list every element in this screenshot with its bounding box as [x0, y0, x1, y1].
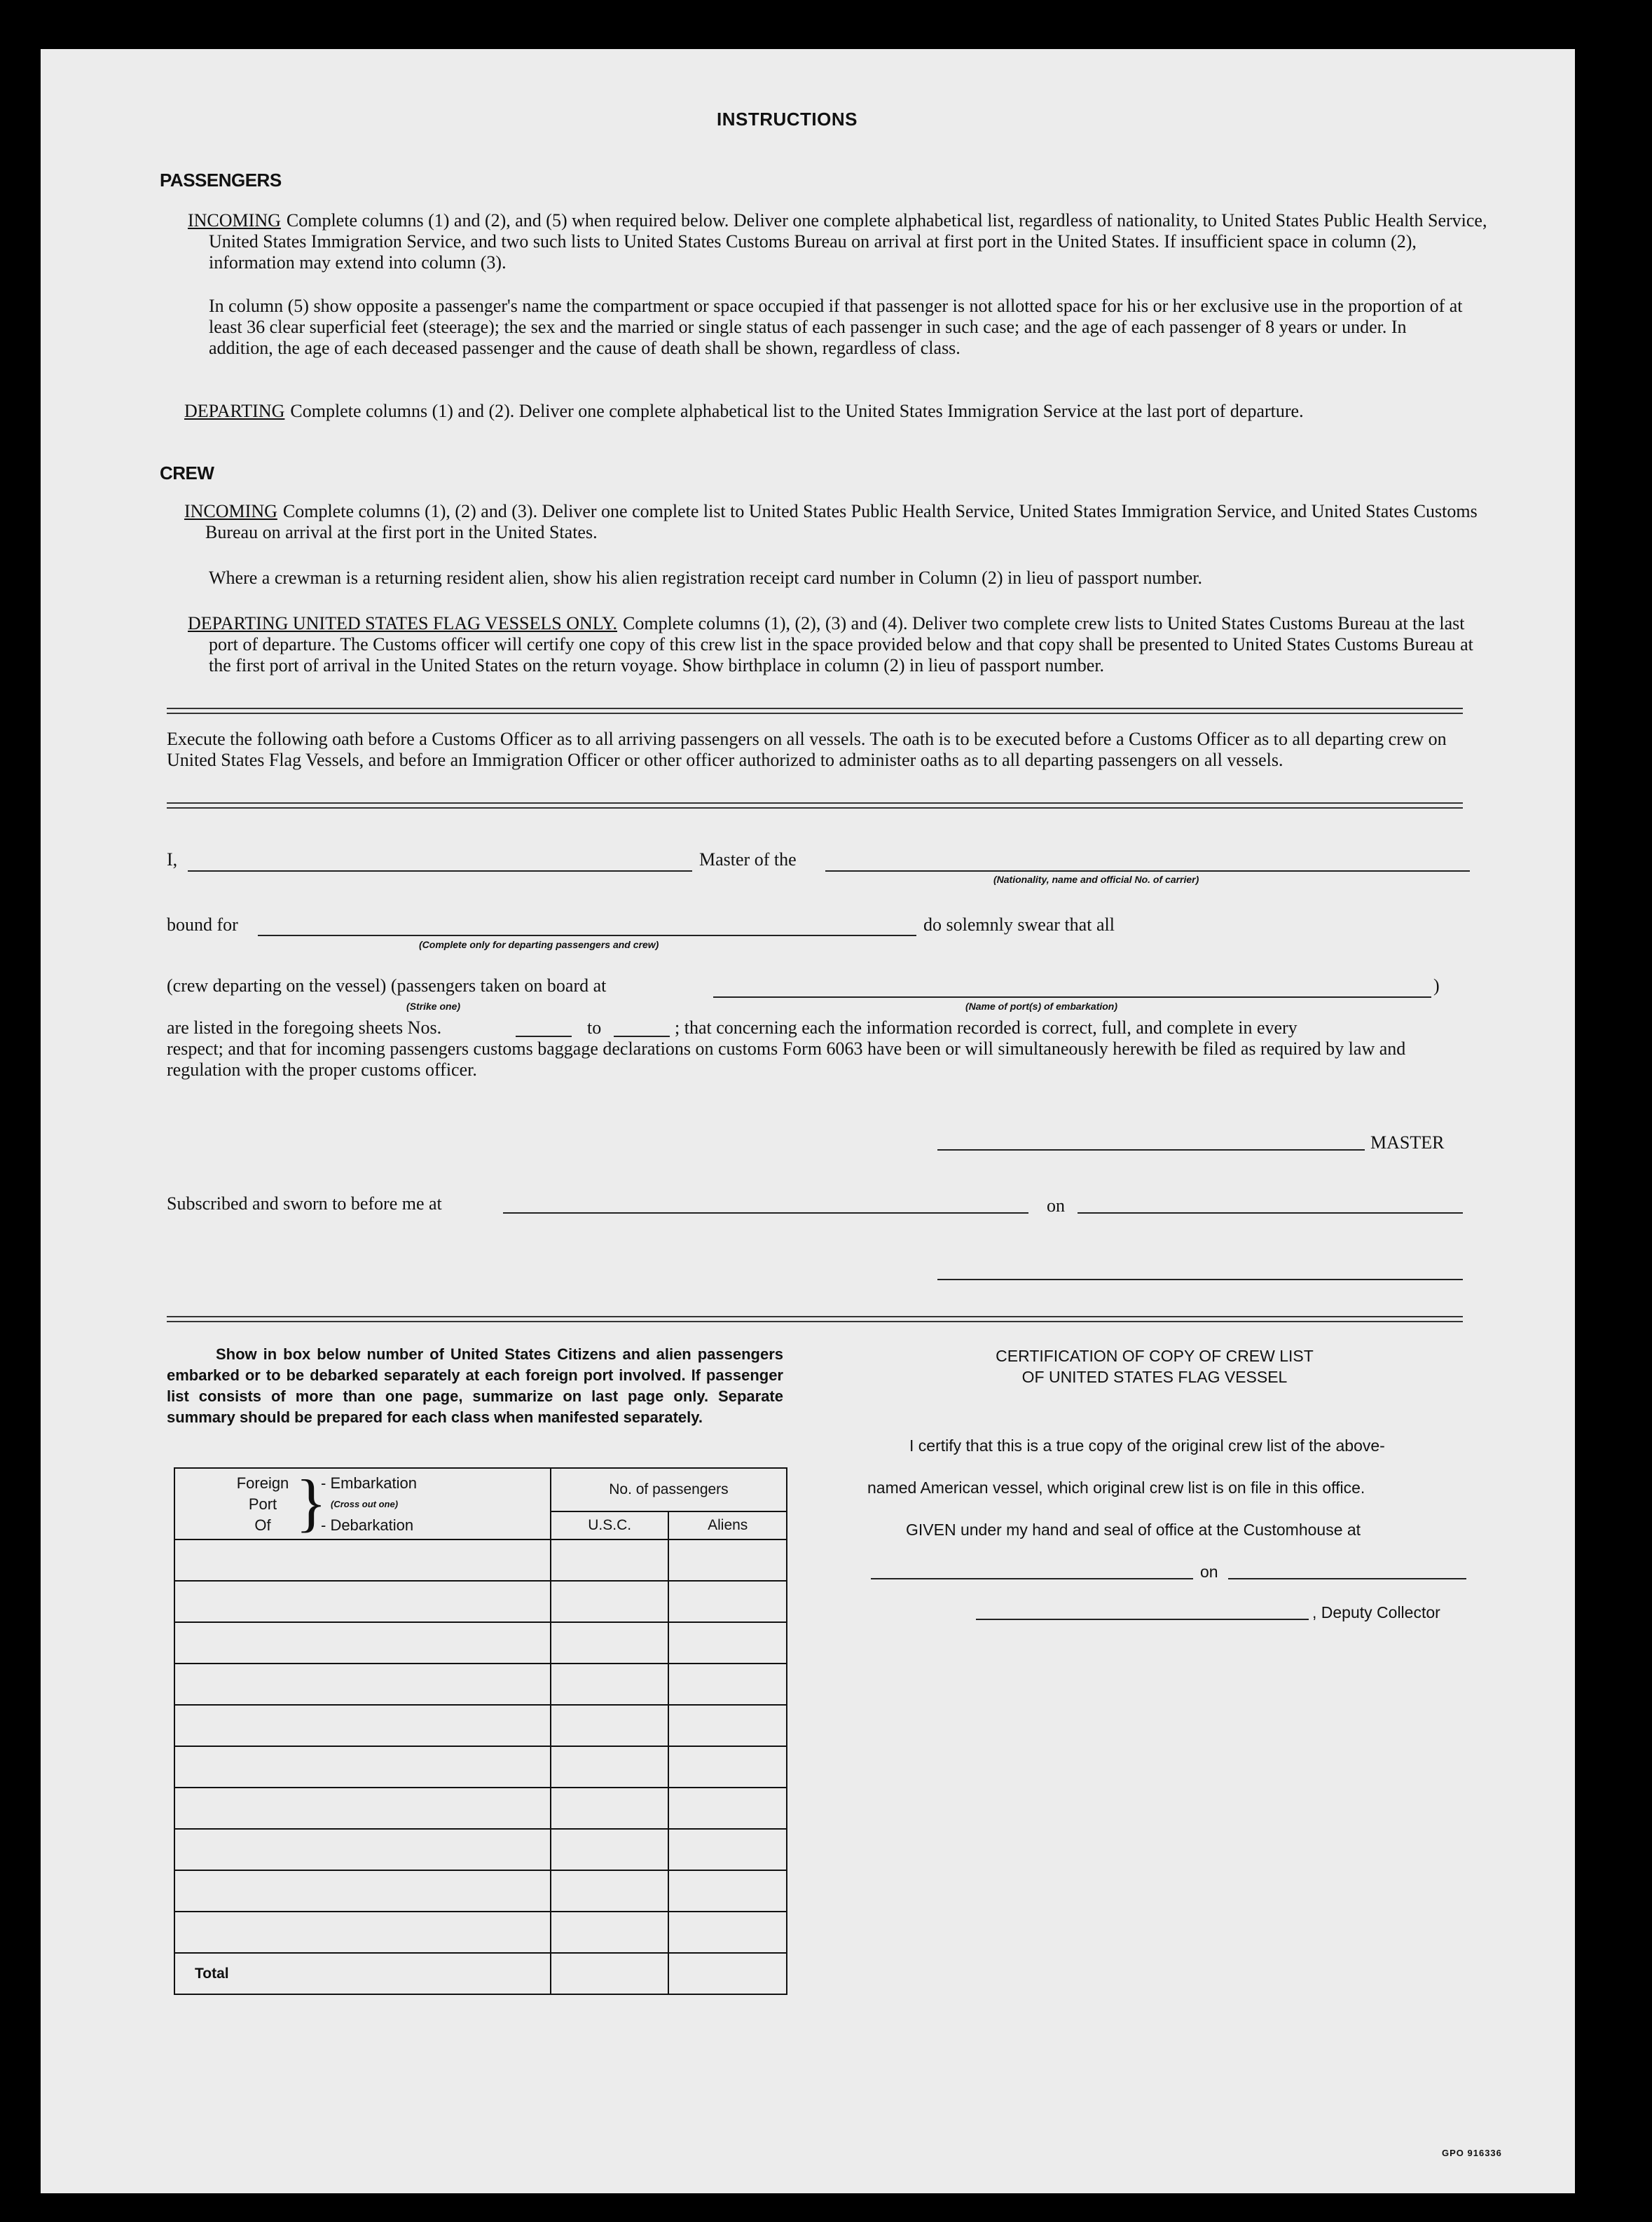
port-cell[interactable]: [174, 1622, 551, 1664]
bound-for-label: bound for: [167, 914, 238, 935]
port-cell[interactable]: [174, 1664, 551, 1705]
listed-to: to: [587, 1017, 602, 1038]
certify-line2: named American vessel, which original crew list is on file in this office.: [867, 1479, 1365, 1497]
usc-cell[interactable]: [551, 1705, 669, 1746]
table-row: [174, 1829, 787, 1870]
brace-symbol: }: [296, 1467, 327, 1538]
master-signature-field[interactable]: [937, 1149, 1365, 1151]
officer-signature-field[interactable]: [937, 1279, 1463, 1280]
gpo-code: GPO 916336: [1442, 2148, 1502, 2158]
given-line: GIVEN under my hand and seal of office at the Customhouse at: [906, 1521, 1361, 1539]
sworn-location-field[interactable]: [503, 1212, 1028, 1214]
passengers-incoming-paragraph: [188, 210, 1491, 273]
usc-cell[interactable]: [551, 1746, 669, 1788]
crew-departing-paragraph: [188, 613, 1491, 676]
passengers-departing-paragraph: [184, 401, 1491, 422]
passengers-incoming-text: Complete columns (1) and (2), and (5) when required below. Deliver one complete alphabetical list, regardless of nationality, to United States Public Health Service, United States Immigration Service, and two such lists to United States Customs Bureau on arrival at first port in the United States. If insufficient space in column (2), information may extend into column (3).: [209, 210, 1487, 273]
passengers-departing-label: DEPARTING: [184, 401, 285, 421]
no-passengers-header: No. of passengers: [551, 1468, 787, 1511]
of-label: Of: [254, 1516, 271, 1534]
passengers-departing-text: Complete columns (1) and (2). Deliver one complete alphabetical list to the United States Immigration Service at the last port of departure.: [290, 401, 1304, 421]
table-row: [174, 1870, 787, 1912]
port-cell[interactable]: [174, 1788, 551, 1829]
usc-cell[interactable]: [551, 1829, 669, 1870]
aliens-total-cell[interactable]: [668, 1953, 787, 1994]
swear-text: do solemnly swear that all: [923, 914, 1115, 935]
customhouse-field[interactable]: [871, 1578, 1193, 1579]
usc-cell[interactable]: [551, 1870, 669, 1912]
summary-instruction: Show in box below number of United States Citizens and alien passengers embarked or to be debarked separately at each foreign port involved. If passenger list consists of more than one page, summarize on last page only. Separate summary should be prepared for each class when manifested separately.: [167, 1345, 783, 1426]
table-row: [174, 1788, 787, 1829]
certification-date-field[interactable]: [1228, 1578, 1466, 1579]
debarkation-option[interactable]: - Debarkation: [321, 1516, 414, 1534]
listed-rest: respect; and that for incoming passengers customs baggage declarations on customs Form 6063 have been or will simultaneously herewith be filed as required by law and regulation with the proper customs officer.: [167, 1038, 1406, 1080]
carrier-field[interactable]: [825, 870, 1470, 872]
usc-cell[interactable]: [551, 1622, 669, 1664]
sworn-date-field[interactable]: [1078, 1212, 1463, 1214]
oath-i-label: I,: [167, 849, 178, 870]
aliens-cell[interactable]: [668, 1829, 787, 1870]
certification-title-line1: CERTIFICATION OF COPY OF CREW LIST: [996, 1347, 1314, 1365]
aliens-cell[interactable]: [668, 1539, 787, 1581]
listed-prefix: are listed in the foregoing sheets Nos.: [167, 1017, 442, 1038]
listed-suffix: ; that concerning each the information recorded is correct, full, and complete in every: [675, 1017, 1297, 1038]
port-cell[interactable]: [174, 1912, 551, 1953]
passengers-incoming-label: INCOMING: [188, 210, 281, 231]
table-row: [174, 1622, 787, 1664]
port-cell[interactable]: [174, 1870, 551, 1912]
crew-incoming-paragraph: [184, 501, 1491, 543]
subscribed-label: Subscribed and sworn to before me at: [167, 1193, 442, 1214]
usc-cell[interactable]: [551, 1788, 669, 1829]
port-cell[interactable]: [174, 1746, 551, 1788]
crew-departing-strike-text: (crew departing on the vessel) (passengers taken on board at: [167, 975, 607, 996]
aliens-cell[interactable]: [668, 1788, 787, 1829]
master-name-field[interactable]: [188, 870, 692, 872]
table-row: [174, 1539, 787, 1581]
bound-for-caption: (Complete only for departing passengers and crew): [419, 939, 659, 950]
table-row: [174, 1581, 787, 1622]
port-cell[interactable]: [174, 1539, 551, 1581]
usc-cell[interactable]: [551, 1664, 669, 1705]
deputy-collector-label: , Deputy Collector: [1312, 1603, 1440, 1621]
certify-line1: I certify that this is a true copy of the original crew list of the above-: [909, 1436, 1385, 1455]
aliens-cell[interactable]: [668, 1664, 787, 1705]
master-label: MASTER: [1370, 1132, 1445, 1153]
master-of-the-label: Master of the: [699, 849, 797, 870]
aliens-cell[interactable]: [668, 1870, 787, 1912]
sheet-to-field[interactable]: [614, 1036, 670, 1037]
subscribed-on-label: on: [1047, 1195, 1065, 1216]
port-embarkation-field[interactable]: [713, 996, 1431, 998]
page-title: INSTRUCTIONS: [717, 109, 858, 130]
section-divider: [167, 708, 1463, 714]
table-row: [174, 1746, 787, 1788]
foreign-port-header: [174, 1468, 551, 1539]
aliens-header: Aliens: [668, 1511, 787, 1539]
aliens-cell[interactable]: [668, 1581, 787, 1622]
crew-heading: CREW: [160, 462, 214, 484]
oath-divider: [167, 802, 1463, 809]
aliens-cell[interactable]: [668, 1746, 787, 1788]
cross-out-note: (Cross out one): [331, 1499, 399, 1509]
total-row: [174, 1953, 787, 1994]
embarkation-option[interactable]: - Embarkation: [321, 1474, 417, 1492]
form-page: [41, 49, 1575, 2193]
certification-on-label: on: [1200, 1563, 1218, 1581]
oath-instruction: Execute the following oath before a Customs Officer as to all arriving passengers on all vessels. The oath is to be executed before a Customs Officer as to all departing crew on United States Flag Vessels, and before an Immigration Officer or other officer authorized to administer oaths as to all departing passengers on all vessels.: [167, 729, 1447, 770]
table-row: [174, 1705, 787, 1746]
usc-total-cell[interactable]: [551, 1953, 669, 1994]
port-cell[interactable]: [174, 1705, 551, 1746]
usc-header: U.S.C.: [551, 1511, 669, 1539]
aliens-cell[interactable]: [668, 1912, 787, 1953]
port-cell[interactable]: [174, 1829, 551, 1870]
aliens-cell[interactable]: [668, 1622, 787, 1664]
aliens-cell[interactable]: [668, 1705, 787, 1746]
usc-cell[interactable]: [551, 1581, 669, 1622]
strike-one-caption: (Strike one): [406, 1001, 461, 1012]
carrier-caption: (Nationality, name and official No. of carrier): [993, 874, 1199, 885]
crew-incoming-label: INCOMING: [184, 501, 277, 521]
deputy-signature-field[interactable]: [976, 1619, 1309, 1620]
passengers-column5-paragraph: In column (5) show opposite a passenger's name the compartment or space occupied if that passenger is not allotted space for his or her exclusive use in the proportion of at least 36 clear superficial feet (steerage); the sex and the married or single status of each passenger in such case; and the age of each passenger of 8 years or under. In addition, the age of each deceased passenger and the cause of death shall be shown, regardless of class.: [209, 296, 1463, 358]
lower-divider: [167, 1316, 1463, 1322]
port-caption: (Name of port(s) of embarkation): [965, 1001, 1118, 1012]
foreign-label: Foreign: [236, 1474, 289, 1492]
table-row: [174, 1664, 787, 1705]
usc-cell[interactable]: [551, 1539, 669, 1581]
total-label: Total: [174, 1953, 551, 1994]
certification-title: [839, 1345, 1470, 1387]
port-label: Port: [248, 1495, 277, 1513]
certification-title-line2: OF UNITED STATES FLAG VESSEL: [1021, 1368, 1288, 1386]
crew-departing-text: Complete columns (1), (2), (3) and (4). Deliver two complete crew lists to United States Customs Bureau at the last port of departure. The Customs officer will certify one copy of this crew list in the space provided below and that copy shall be presented to United States Customs Bureau at the first port of arrival in the United States on the return voyage. Show birthplace in column (2) in lieu of passport number.: [209, 613, 1473, 675]
sheet-from-field[interactable]: [516, 1036, 572, 1037]
bound-for-field[interactable]: [258, 935, 916, 936]
crew-resident-paragraph: Where a crewman is a returning resident alien, show his alien registration receipt card number in Column (2) in lieu of passport number.: [209, 568, 1203, 588]
table-row: [174, 1912, 787, 1953]
port-cell[interactable]: [174, 1581, 551, 1622]
passenger-summary-table: [174, 1467, 787, 1995]
usc-cell[interactable]: [551, 1912, 669, 1953]
crew-departing-label: DEPARTING UNITED STATES FLAG VESSELS ONLY.: [188, 613, 617, 633]
passengers-heading: PASSENGERS: [160, 170, 282, 191]
crew-incoming-text: Complete columns (1), (2) and (3). Deliver one complete list to United States Public Health Service, United States Immigration Service, and United States Customs Bureau on arrival at the first port in the United States.: [205, 501, 1478, 542]
close-paren: ): [1433, 975, 1440, 996]
